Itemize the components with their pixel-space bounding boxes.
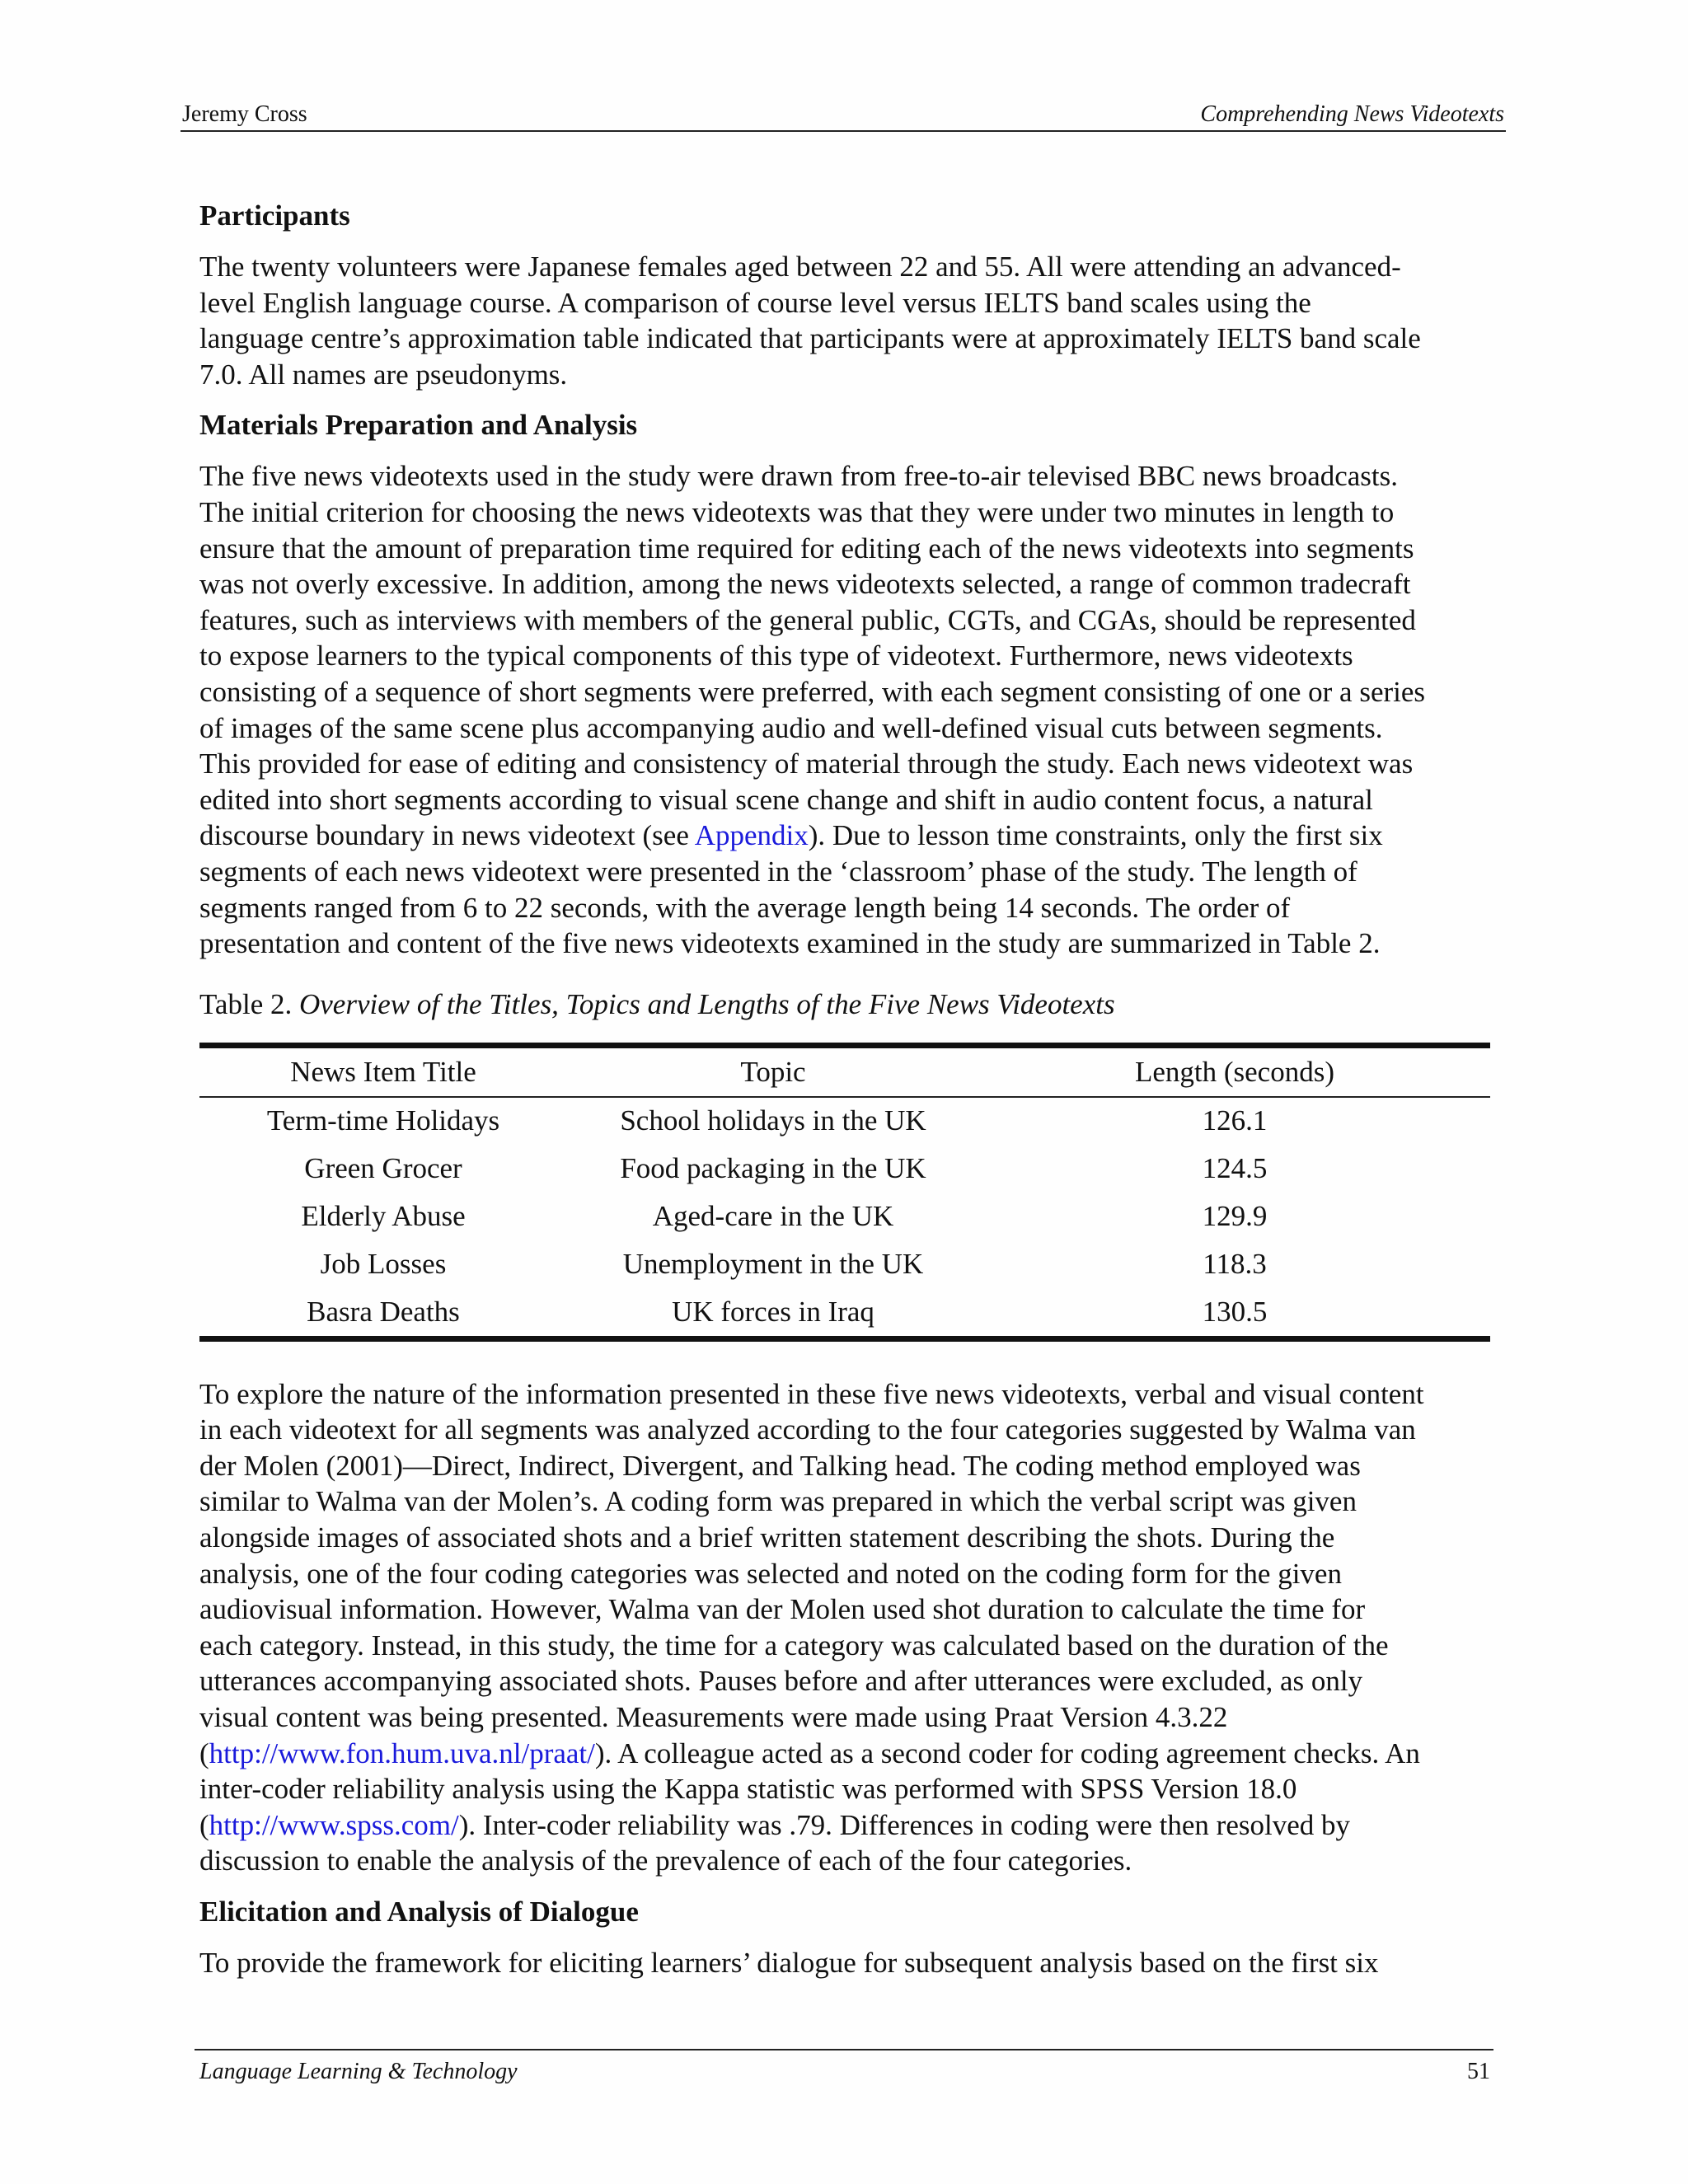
videotext-table	[199, 1043, 1490, 1342]
praat-link[interactable]: http://www.fon.hum.uva.nl/praat/	[209, 1736, 595, 1769]
paragraph-analysis	[199, 1376, 1502, 1879]
page-number: 51	[1467, 2059, 1490, 2084]
cell-topic: Unemployment in the UK	[622, 1247, 924, 1280]
table-row	[199, 1288, 1490, 1339]
table-title: Overview of the Titles, Topics and Lengths of the Five News Videotexts	[298, 987, 1115, 1020]
heading-elicitation: Elicitation and Analysis of Dialogue	[199, 1896, 639, 1928]
running-footer	[195, 2049, 1493, 2093]
heading-participants: Participants	[199, 199, 350, 232]
analysis-text-2: ). A colleague acted as a second coder for coding agreement checks. An inter-coder reliability analysis using the Kappa statistic was performed with SPSS Version 18.0 (	[199, 1736, 1420, 1841]
cell-title: Elderly Abuse	[301, 1199, 466, 1232]
table-row	[199, 1240, 1490, 1288]
cell-length: 126.1	[1202, 1104, 1268, 1137]
heading-materials: Materials Preparation and Analysis	[199, 409, 638, 442]
cell-title: Job Losses	[320, 1247, 447, 1280]
cell-length: 130.5	[1202, 1295, 1268, 1328]
materials-text-1: The five news videotexts used in the study were drawn from free-to-air televised BBC news broadcasts. The initial criterion for choosing the news videotexts was that they were under two minutes in length to ensure that the amount of preparation time required for editing each of the news videotexts into segments was not overly excessive. In addition, among the news videotexts selected, a range of common tradecraft features, such as interviews with members of the general public, CGTs, and CGAs, should be represented to expose learners to the typical components of this type of videotext. Furthermore, news videotexts consisting of a sequence of short segments were preferred, with each segment consisting of one or a series of images of the same scene plus accompanying audio and well-defined visual cuts between segments. This provided for ease of editing and consistency of material through the study. Each news videotext was edited into short segments according to visual scene change and shift in audio content focus, a natural discourse boundary in news videotext (see	[199, 460, 1426, 852]
running-header	[181, 99, 1506, 132]
cell-topic: UK forces in Iraq	[672, 1295, 874, 1328]
appendix-link[interactable]: Appendix	[694, 819, 809, 852]
table-row	[199, 1193, 1490, 1240]
table-caption	[199, 987, 1502, 1023]
paragraph-elicitation: To provide the framework for eliciting learners’ dialogue for subsequent analysis based on the first six	[199, 1947, 1379, 1979]
cell-title: Basra Deaths	[307, 1295, 460, 1328]
cell-topic: Food packaging in the UK	[620, 1151, 926, 1184]
article-body	[199, 198, 1502, 1996]
header-running-title: Comprehending News Videotexts	[1200, 101, 1504, 127]
table-row	[199, 1145, 1490, 1193]
column-header-topic: Topic	[567, 1045, 979, 1097]
paragraph-participants: The twenty volunteers were Japanese females aged between 22 and 55. All were attending an advanced- level English language course. A comparison of course level versus IELTS band scales using the language centre’s approximation table indicated that participants were at approximately IELTS band scale 7.0. All names are pseudonyms.	[199, 251, 1421, 391]
cell-length: 118.3	[1203, 1247, 1267, 1280]
footer-journal: Language Learning & Technology	[199, 2059, 518, 2084]
analysis-text-3: ). Inter-coder reliability was .79. Differences in coding were then resolved by discussion to enable the analysis of the prevalence of each of the four categories.	[199, 1808, 1350, 1877]
cell-length: 129.9	[1202, 1199, 1268, 1232]
column-header-length: Length (seconds)	[979, 1045, 1490, 1097]
header-author: Jeremy Cross	[182, 101, 307, 127]
table-label: Table 2.	[199, 987, 299, 1020]
cell-title: Term-time Holidays	[266, 1104, 500, 1137]
analysis-text-1: To explore the nature of the information presented in these five news videotexts, verbal and visual content in each videotext for all segments was analyzed according to the four categories suggested by Walma van der Molen (2001)—Direct, Indirect, Divergent, and Talking head. The coding method employed was similar to Walma van der Molen’s. A coding form was prepared in which the verbal script was given alongside images of associated shots and a brief written statement describing the shots. During the analysis, one of the four coding categories was selected and noted on the coding form for the given audiovisual information. However, Walma van der Molen used shot duration to calculate the time for each category. Instead, in this study, the time for a category was calculated based on the duration of the utterances accompanying associated shots. Pauses before and after utterances were excluded, as only visual content was being presented. Measurements were made using Praat Version 4.3.22 (	[199, 1377, 1424, 1769]
paragraph-materials	[199, 458, 1502, 961]
materials-text-2: ). Due to lesson time constraints, only the first six segments of each news videotext were presented in the ‘classroom’ phase of the study. The length of segments ranged from 6 to 22 seconds, with the average length being 14 seconds. The order of presentation and content of the five news videotexts examined in the study are summarized in Table 2.	[199, 819, 1383, 960]
table-header-row	[199, 1045, 1490, 1097]
cell-title: Green Grocer	[304, 1151, 462, 1184]
cell-topic: Aged-care in the UK	[652, 1199, 894, 1232]
column-header-title: News Item Title	[199, 1045, 567, 1097]
spss-link[interactable]: http://www.spss.com/	[209, 1808, 459, 1841]
cell-length: 124.5	[1202, 1151, 1268, 1184]
cell-topic: School holidays in the UK	[620, 1104, 926, 1137]
table-row	[199, 1097, 1490, 1145]
